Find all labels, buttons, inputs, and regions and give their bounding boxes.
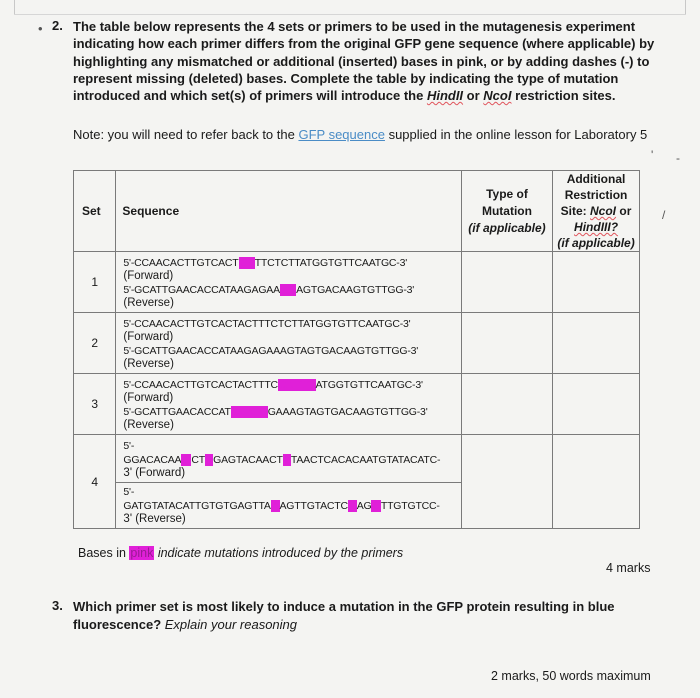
header-set: Set xyxy=(74,171,116,252)
hindii-term: HindII xyxy=(426,88,464,104)
restriction-site-answer[interactable] xyxy=(553,435,640,529)
sequence-cell: 5'-CCAACACTTGTCACTACTTTCTCTTATGGTGTTCAATGC-3' (Forward) 5'-GCATTGAACACCATAAGAGAAAGTAGTGACAAGTGTTGG-3' (Reverse) xyxy=(116,313,461,374)
header-restriction-site: Additional Restriction Site: NcoI or HindIII? (if applicable) xyxy=(553,171,640,252)
page-edge xyxy=(14,14,686,15)
question-2-marks: 4 marks xyxy=(606,561,651,575)
question-3-number: 3. xyxy=(52,598,63,613)
forward-primer: 5'-CCAACACTTGTCACTCATTCTCTTATGGTGTTCAATGC-3' xyxy=(123,257,408,269)
mutation-highlight: CATGG xyxy=(278,379,315,391)
mutation-highlight: CCATG xyxy=(231,406,267,418)
set-number: 4 xyxy=(74,435,116,529)
sequence-cell: 5'- GGACACAAGCTTGAGTACAACTTTAACTCACACAATGTATACATC- 3' (Forward) 5'- GATGTATACATTGTGTGAGTTAAAGTTGTACTCAAGCTTGTGTCC- 3' (Reverse) xyxy=(116,435,461,529)
restriction-site-answer[interactable] xyxy=(553,374,640,435)
table-row xyxy=(74,252,640,313)
sequence-cell: 5'-CCAACACTTGTCACTCATTCTCTTATGGTGTTCAATGC-3' (Forward) 5'-GCATTGAACACCATAAGAGAATGAGTGACAAGTGTTGG-3' (Reverse) xyxy=(116,252,461,313)
table-row xyxy=(74,313,640,374)
question-3-marks: 2 marks, 50 words maximum xyxy=(491,669,651,683)
mutation-highlight: T xyxy=(283,454,290,466)
gfp-sequence-link[interactable]: GFP sequence xyxy=(298,127,385,142)
reverse-primer: 5'-GCATTGAACACCATCCATGGAAAGTAGTGACAAGTGTTGG-3' xyxy=(123,406,428,418)
mutation-highlight: C xyxy=(372,500,380,512)
stray-mark: - xyxy=(676,151,680,165)
row-divider: 5'- GATGTATACATTGTGTGAGTTAAAGTTGTACTCAAGCTTGTGTCC- 3' (Reverse) xyxy=(116,482,460,526)
stray-mark: ' xyxy=(651,148,654,162)
page-edge xyxy=(685,0,686,14)
mutation-highlight: G xyxy=(182,454,191,466)
restriction-site-answer[interactable] xyxy=(553,252,640,313)
mutation-highlight: TG xyxy=(280,284,296,296)
type-of-mutation-answer[interactable] xyxy=(461,435,552,529)
question-2-text: The table below represents the 4 sets or primers to be used in the mutagenesis experiment indicating how each primer differs from the original GFP gene sequence (where applicable) by highlighting any mismatched or additional (inserted) bases in pink, or by adding dashes (-) to represent missing (deleted) bases. Complete the table by indicating the type of mutation introduced and which set(s) of primers will introduce the HindII or NcoI restriction sites. xyxy=(73,19,655,104)
note-line: Note: you will need to refer back to the GFP sequence supplied in the online lesson for Laboratory 5 xyxy=(73,127,648,142)
header-sequence: Sequence xyxy=(116,171,461,252)
forward-primer: GGACACAAGCTTGAGTACAACTTTAACTCACACAATGTATACATC- xyxy=(123,454,441,466)
mutation-highlight: CA xyxy=(239,257,254,269)
stray-mark: / xyxy=(662,208,666,222)
type-of-mutation-answer[interactable] xyxy=(461,252,552,313)
table-header-row xyxy=(74,171,640,252)
table-row xyxy=(74,374,640,435)
forward-primer: 5'-CCAACACTTGTCACTACTTTCTCTTATGGTGTTCAATGC-3' xyxy=(123,318,411,330)
set-number: 3 xyxy=(74,374,116,435)
pink-word: pink xyxy=(130,546,154,560)
table-row xyxy=(74,435,640,529)
primer-table xyxy=(73,170,640,529)
ncoi-term: NcoI xyxy=(483,88,512,104)
mutation-highlight: A xyxy=(348,500,356,512)
question-3-text: Which primer set is most likely to induce a mutation in the GFP protein resulting in blue fluorescence? Explain your reasoning xyxy=(73,599,615,632)
page-edge xyxy=(14,0,15,14)
restriction-site-answer[interactable] xyxy=(553,313,640,374)
set-number: 1 xyxy=(74,252,116,313)
reverse-primer: GATGTATACATTGTGTGAGTTAAAGTTGTACTCAAGCTTGTGTCC- xyxy=(123,500,440,512)
type-of-mutation-answer[interactable] xyxy=(461,374,552,435)
table-caption: Bases in pink indicate mutations introduced by the primers xyxy=(78,546,404,560)
mutation-highlight: A xyxy=(271,500,279,512)
header-type-of-mutation: Type of Mutation (if applicable) xyxy=(461,171,552,252)
set-number: 2 xyxy=(74,313,116,374)
forward-primer: 5'-CCAACACTTGTCACTACTTTCCATGGATGGTGTTCAATGC-3' xyxy=(123,379,423,391)
sequence-cell: 5'-CCAACACTTGTCACTACTTTCCATGGATGGTGTTCAATGC-3' (Forward) 5'-GCATTGAACACCATCCATGGAAAGTAGTGACAAGTGTTGG-3' (Reverse) xyxy=(116,374,461,435)
reverse-primer: 5'-GCATTGAACACCATAAGAGAATGAGTGACAAGTGTTGG-3' xyxy=(123,284,415,296)
question-bullet: • xyxy=(38,21,43,36)
mutation-highlight: T xyxy=(205,454,213,466)
reverse-primer: 5'-GCATTGAACACCATAAGAGAAAGTAGTGACAAGTGTTGG-3' xyxy=(123,345,419,357)
type-of-mutation-answer[interactable] xyxy=(461,313,552,374)
question-2-number: 2. xyxy=(52,18,63,33)
